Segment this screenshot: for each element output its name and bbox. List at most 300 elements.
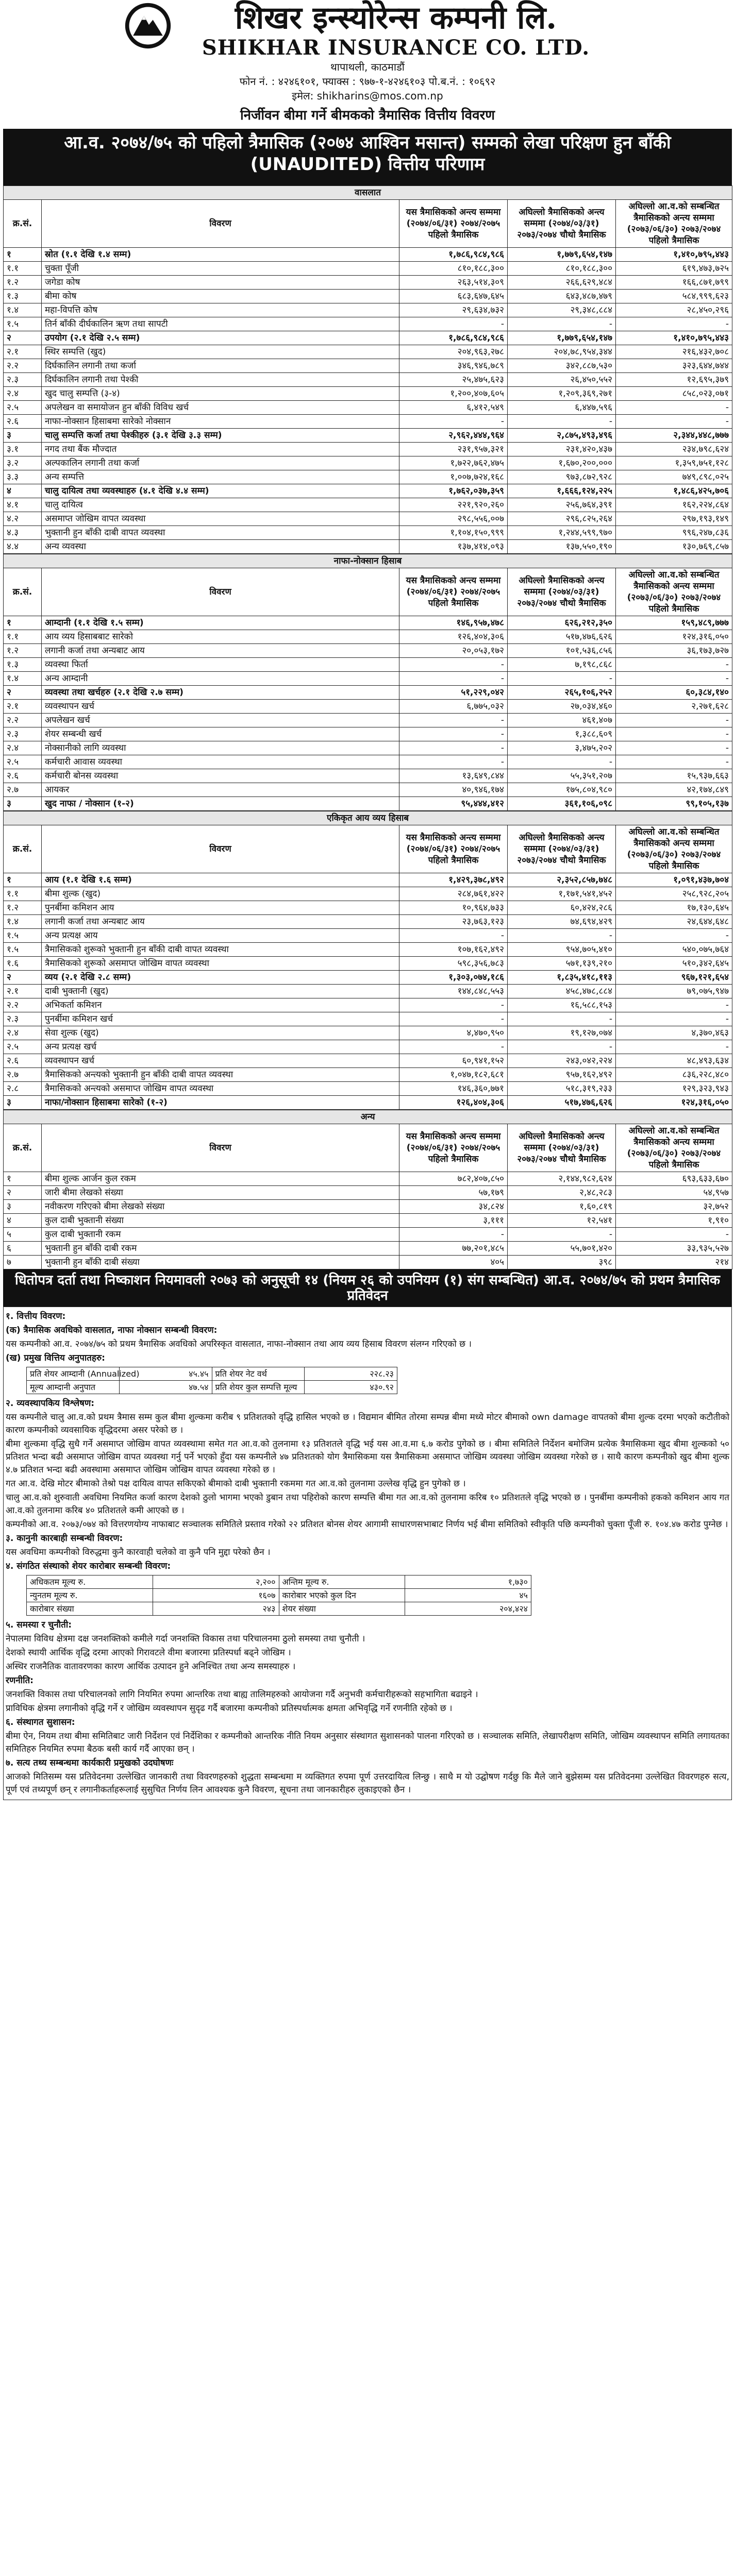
row-description: सेवा शुल्क (खुद) (42, 1026, 399, 1040)
value-previous-quarter: १,२०९,३६९,२७१ (508, 387, 616, 401)
value-previous-quarter: - (508, 415, 616, 429)
value-last-year-quarter: २,२७१,६२८ (616, 700, 732, 714)
value-cell: ४५ (405, 1589, 531, 1602)
table-row (4, 498, 732, 512)
row-description: खुद चालु सम्पत्ति (३-४) (42, 387, 399, 401)
table-row (4, 401, 732, 415)
row-number: १.४ (4, 303, 42, 317)
value-cell: २२८.२३ (305, 1367, 397, 1381)
column-header-previous-quarter: अघिल्लो त्रैमासिकको अन्त्य सम्ममा (२०७४/०३/३१) २०७३/२०७४ चौथो त्रैमासिक (508, 1124, 616, 1172)
value-previous-quarter: २,१४४,९८२,६२४ (508, 1172, 616, 1186)
table-row (4, 644, 732, 658)
row-description: चुक्ता पूँजी (42, 262, 399, 276)
row-number: २.७ (4, 1068, 42, 1082)
value-current-quarter: १,२००,४०७,६०५ (399, 387, 508, 401)
row-number: १.५ (4, 943, 42, 957)
value-previous-quarter: - (508, 672, 616, 686)
table-row (4, 1068, 732, 1082)
value-previous-quarter: १,६७०,२००,००० (508, 456, 616, 470)
value-current-quarter: १,०४७,१८२,६८१ (399, 1068, 508, 1082)
value-previous-quarter: ३४२,८८७,५३० (508, 359, 616, 373)
value-previous-quarter: २९६,८२५,२६४ (508, 512, 616, 526)
label-cell: कारोबार भएको कुल दिन (279, 1589, 405, 1602)
row-description: चालु सम्पत्ति कर्जा तथा पेश्कीहरु (३.१ देखि ३.३ सम्म) (42, 429, 399, 443)
value-previous-quarter: ९५७,१६२,४९२ (508, 1068, 616, 1082)
table-row (4, 616, 732, 630)
row-number: २.३ (4, 1012, 42, 1026)
value-current-quarter: ६८३,६४७,६४५ (399, 290, 508, 303)
table-row (4, 783, 732, 797)
value-last-year-quarter: ४,३७०,४६३ (616, 1026, 732, 1040)
label-cell: प्रति शेयर आम्दानी (Annualized) (27, 1367, 120, 1381)
value-current-quarter: - (399, 1040, 508, 1054)
value-previous-quarter: ६४३,४८७,४७९ (508, 290, 616, 303)
table-row (4, 672, 732, 686)
row-description: आय (१.१ देखि १.६ सम्म) (42, 873, 399, 887)
row-description: महा-विपत्ति कोष (42, 303, 399, 317)
value-last-year-quarter: २९७,१९३,१४९ (616, 512, 732, 526)
value-current-quarter: २२१,९२०,२६० (399, 498, 508, 512)
value-last-year-quarter: ३३,९३५,५२७ (616, 1242, 732, 1256)
row-number: २.१ (4, 345, 42, 359)
ceo-declaration-text: आजको मितिसम्म यस प्रतिवेदनमा उल्लेखित जानकारी तथा विवरणहरुको शुद्धता सम्बन्धमा म व्यक्तिगत रुपमा पूर्ण उत्तरदायित्व लिन्छु । साथै म यो उद्घोषण गर्दछु कि मैले जाने बुझेसम्म यस प्रतिवेदनमा उल्लेखित विवरणहरु सत्य, पूर्ण एवं तथ्यपूर्ण छन् र लगानीकर्ताहरूलाई सुसुचित निर्णय लिन आवश्यक कुनै विवरण, सूचना तथा जानकारीहरु लुकाइएको छैन । (6, 1772, 729, 1795)
value-previous-quarter: ९५४,७०५,४१० (508, 943, 616, 957)
table-row (4, 700, 732, 714)
row-number: २.५ (4, 401, 42, 415)
legal-action-text: यस अवधिमा कम्पनीको विरुद्धमा कुनै कारवाही चलेको वा कुनै पनि मुद्दा परेको छैन । (6, 1547, 271, 1557)
value-previous-quarter: १२,५४१ (508, 1214, 616, 1228)
value-last-year-quarter: ३२,७५२ (616, 1200, 732, 1214)
table-row (4, 943, 732, 957)
value-previous-quarter: ८१०,१८८,३०० (508, 262, 616, 276)
table-row (4, 686, 732, 700)
value-previous-quarter: १,६६६,१२४,२२५ (508, 484, 616, 498)
label-cell: न्युनतम मूल्य रु. (27, 1589, 153, 1602)
table-row (4, 1096, 732, 1110)
value-current-quarter: ८१०,१८८,३०० (399, 262, 508, 276)
value-previous-quarter: ६२६,२१२,३५० (508, 616, 616, 630)
value-current-quarter: ४,४७०,९५० (399, 1026, 508, 1040)
table-row (4, 540, 732, 554)
row-number: २.४ (4, 1026, 42, 1040)
row-number: १.५ (4, 929, 42, 943)
table-row (4, 429, 732, 443)
row-number: २.७ (4, 783, 42, 797)
strategy-text: जनशक्ति विकास तथा परिचालनको लागि नियमित रुपमा आन्तरिक तथा बाह्य तालिमहरुको आयोजना गर्दै अनुभवी कर्मचारीहरूको सहभागिता बढाइने । (6, 1689, 478, 1700)
value-last-year-quarter: १३०,७६९,८५७ (616, 540, 732, 554)
column-header-current-quarter: यस त्रैमासिकको अन्त्य सम्ममा (२०७४/०६/३१) २०७४/२०७५ पहिलो त्रैमासिक (399, 568, 508, 616)
value-current-quarter: १३७,४१४,०९३ (399, 540, 508, 554)
value-previous-quarter: ५५,३५१,२०७ (508, 769, 616, 783)
column-header-description: विवरण (42, 1124, 399, 1172)
value-last-year-quarter: २,३४४,४४८,७७७ (616, 429, 732, 443)
row-number: १.४ (4, 672, 42, 686)
value-cell: १,७३० (405, 1575, 531, 1589)
value-last-year-quarter: १,३५९,७५१,१२८ (616, 456, 732, 470)
row-description: नाफा-नोक्सान हिसाबमा सारेको नोक्सान (42, 415, 399, 429)
row-number: २.२ (4, 359, 42, 373)
row-number: ४.२ (4, 512, 42, 526)
row-description: तिर्न बाँकी दीर्घकालिन ऋण तथा सापटी (42, 317, 399, 331)
value-last-year-quarter: ५४०,०७५,७६४ (616, 943, 732, 957)
table-row (4, 1214, 732, 1228)
row-description: दिर्घकालिन लगानी तथा पेश्की (42, 373, 399, 387)
report-subtitle: निर्जीवन बीमा गर्ने बीमकको त्रैमासिक वित्तीय विवरण (240, 108, 495, 123)
row-number: ३ (4, 797, 42, 811)
value-current-quarter: - (399, 714, 508, 727)
value-previous-quarter: ३,४७५,२०२ (508, 741, 616, 755)
section-financial-statements-a: (क) त्रैमासिक अवधिको वासलात, नाफा नोक्सान सम्बन्धी विवरण: (6, 1325, 218, 1335)
value-last-year-quarter: १२९,३२३,९४३ (616, 1082, 732, 1096)
row-number: १.५ (4, 317, 42, 331)
row-description: जगेडा कोष (42, 276, 399, 290)
row-description: उपयोग (२.१ देखि २.५ सम्म) (42, 331, 399, 345)
row-number: १.१ (4, 887, 42, 901)
table-row (4, 345, 732, 359)
value-previous-quarter: ३९८ (508, 1256, 616, 1269)
section-legal-action: ३. कानुनी कारबाही सम्बन्धी विवरण: (6, 1533, 123, 1544)
row-number: ३.१ (4, 443, 42, 456)
value-last-year-quarter: - (616, 415, 732, 429)
value-current-quarter: - (399, 317, 508, 331)
row-number: ३ (4, 429, 42, 443)
row-number: २ (4, 686, 42, 700)
table-row (4, 317, 732, 331)
value-current-quarter: २५,४७५,६२३ (399, 373, 508, 387)
value-current-quarter: - (399, 1228, 508, 1242)
balance-sheet-table (3, 185, 732, 554)
row-description: त्रैमासिकको शुरूको असमाप्त जोखिम वापत व्यवस्था (42, 957, 399, 971)
row-description: दिर्घकालिन लगानी तथा कर्जा (42, 359, 399, 373)
value-last-year-quarter: - (616, 755, 732, 769)
table-row (4, 1040, 732, 1054)
table-row (4, 901, 732, 915)
value-last-year-quarter: १,४१०,७९५,४४३ (616, 331, 732, 345)
value-previous-quarter: १३७,५५०,१९० (508, 540, 616, 554)
row-number: २.१ (4, 700, 42, 714)
value-previous-quarter: २०४,७८,९५४,३४४ (508, 345, 616, 359)
financial-tables (3, 185, 732, 1269)
table-row (4, 971, 732, 985)
value-previous-quarter: ५१७,४७६,६२६ (508, 1096, 616, 1110)
value-current-quarter: - (399, 755, 508, 769)
row-number: २.२ (4, 714, 42, 727)
share-row (27, 1589, 531, 1602)
row-number: २ (4, 331, 42, 345)
table-row (4, 1200, 732, 1214)
value-previous-quarter: २,४८,२८३ (508, 1186, 616, 1200)
value-current-quarter: - (399, 741, 508, 755)
table-row (4, 443, 732, 456)
value-last-year-quarter: २३४,७९८,६२४ (616, 443, 732, 456)
table-row (4, 1228, 732, 1242)
row-description: अन्य प्रत्यक्ष खर्च (42, 1040, 399, 1054)
report-banner: आ.व. २०७४/७५ को पहिलो त्रैमासिक (२०७४ आश्विन मसान्त) सम्मको लेखा परिक्षण हुन बाँकी (UNAUDITED) वित्तीय परिणाम (3, 129, 732, 185)
value-last-year-quarter: - (616, 672, 732, 686)
row-description: त्रैमासिकको अन्त्यको असमाप्त जोखिम वापत व्यवस्था (42, 1082, 399, 1096)
value-last-year-quarter: ४२,१७४,८४९ (616, 783, 732, 797)
value-last-year-quarter: १५९,४८९,७७७ (616, 616, 732, 630)
value-previous-quarter: ६,४४७,५९६ (508, 401, 616, 415)
row-number: १ (4, 1172, 42, 1186)
value-last-year-quarter: १,४८६,४२५,७०६ (616, 484, 732, 498)
value-previous-quarter: २६,४५०,५५२ (508, 373, 616, 387)
row-description: अन्य प्रत्यक्ष आय (42, 929, 399, 943)
management-analysis-text: गत आ.व. देखि मोटर बीमाको तेश्रो पक्ष दायित्व वापत सकिएको बीमाको दाबी भुक्तानी रकममा गत आ.व.को तुलनामा उल्लेख वृद्धि हुन पुगेको छ । (6, 1479, 466, 1489)
column-header-last-year-quarter: अघिल्लो आ.व.को सम्बन्धित त्रैमासिकको अन्त्य सम्ममा (२०७३/०६/३०) २०७३/२०७४ पहिलो त्रैमासिक (616, 568, 732, 616)
value-previous-quarter: २४३,०४२,२२४ (508, 1054, 616, 1068)
table-row (4, 526, 732, 540)
value-previous-quarter: - (508, 317, 616, 331)
column-header-description: विवरण (42, 200, 399, 248)
row-description: पुनर्बीमा कमिशन खर्च (42, 1012, 399, 1026)
row-description: त्रैमासिकको अन्त्यको भुक्तानी हुन बाँकी दाबी वापत व्यवस्था (42, 1068, 399, 1082)
value-previous-quarter: ४५८,४७८,८८४ (508, 985, 616, 998)
row-number: १.२ (4, 901, 42, 915)
table-row (4, 985, 732, 998)
value-last-year-quarter: - (616, 658, 732, 672)
value-previous-quarter: २६६,६२९,४८४ (508, 276, 616, 290)
row-description: नाफा/नोक्सान हिसाबमा सारेको (१-२) (42, 1096, 399, 1110)
value-current-quarter: १४६,३६०,७७१ (399, 1082, 508, 1096)
table-row (4, 929, 732, 943)
row-description: त्रैमासिकको शुरूको भुक्तानी हुन बाँकी दाबी वापत व्यवस्था (42, 943, 399, 957)
table-row (4, 797, 732, 811)
label-cell: शेयर संख्या (279, 1602, 405, 1616)
disclosure-body (3, 1307, 732, 1800)
row-number: २.३ (4, 727, 42, 741)
value-previous-quarter: २९,३४८,८८४ (508, 303, 616, 317)
value-last-year-quarter: - (616, 929, 732, 943)
value-previous-quarter: ९७३,८७२,९२८ (508, 470, 616, 484)
value-last-year-quarter: १,०९१,४३७,७०४ (616, 873, 732, 887)
row-description: लगानी कर्जा तथा अन्यबाट आय (42, 644, 399, 658)
value-cell: २०४,४२४ (405, 1602, 531, 1616)
value-last-year-quarter: - (616, 1228, 732, 1242)
value-last-year-quarter: ९९६,२४७,८३६ (616, 526, 732, 540)
row-description: पुनर्बीमा कमिशन आय (42, 901, 399, 915)
value-current-quarter: १,७२२,७६२,४७५ (399, 456, 508, 470)
value-current-quarter: १०,९६४,७३३ (399, 901, 508, 915)
value-last-year-quarter: १७,१३०,६४५ (616, 901, 732, 915)
value-previous-quarter: १९,१२७,०७४ (508, 1026, 616, 1040)
value-last-year-quarter: ५४,९५७ (616, 1186, 732, 1200)
table-row (4, 658, 732, 672)
value-previous-quarter: ७४,६९४,४२९ (508, 915, 616, 929)
value-cell: २४३ (153, 1602, 279, 1616)
value-previous-quarter: १७५,८०४,९८० (508, 783, 616, 797)
value-last-year-quarter: ६९३,६३३,६७० (616, 1172, 732, 1186)
value-previous-quarter: - (508, 1012, 616, 1026)
management-analysis-text: कम्पनीको आ.व. २०७३/०७४ को वित्तरणयोग्य नाफाबाट सञ्चालक समितिले प्रस्ताव गरेको २२ प्रतिशत बोनस शेयर आगामी साधारणसभाबाट निर्णय भई बीमा समितिको स्वीकृति पछि कम्पनीको चुक्ता पूँजी रु. १०४.४७ करोड पुग्नेछ । (6, 1519, 728, 1530)
value-current-quarter: २३,७६३,१२३ (399, 915, 508, 929)
value-current-quarter: ६,७७५,०३२ (399, 700, 508, 714)
value-current-quarter: २९,६३४,७३२ (399, 303, 508, 317)
value-previous-quarter: ३६१,१०६,०९८ (508, 797, 616, 811)
table-row (4, 1186, 732, 1200)
problems-text: अस्थिर राजनैतिक वातावरणका कारण आर्थिक उत्पादन हुने अनिश्चित तथा अन्य समस्याहरु । (6, 1662, 296, 1672)
row-number: २.६ (4, 769, 42, 783)
value-previous-quarter: - (508, 1228, 616, 1242)
value-last-year-quarter: ९९,१०५,१३७ (616, 797, 732, 811)
value-last-year-quarter: ९६७,१२१,६५४ (616, 971, 732, 985)
value-previous-quarter: ४६१,४०७ (508, 714, 616, 727)
row-description: अन्य व्यवस्था (42, 540, 399, 554)
row-number: १ (4, 873, 42, 887)
column-header-previous-quarter: अघिल्लो त्रैमासिकको अन्त्य सम्ममा (२०७४/०३/३१) २०७३/२०७४ चौथो त्रैमासिक (508, 200, 616, 248)
strategy-heading: रणनीति: (6, 1675, 34, 1686)
table-row (4, 727, 732, 741)
row-description: शेयर सम्बन्धी खर्च (42, 727, 399, 741)
value-current-quarter: २०,०५३,१७२ (399, 644, 508, 658)
row-number: २ (4, 971, 42, 985)
management-analysis-text: चालु आ.व.को शुरुवाती अवधिमा नियमित कर्जा कारण देशको ठुलो भागमा भएको डुबान तथा पहिरोको कारण सम्पत्ति बीमा गत आ.व.को तुलनामा करिब १० प्रतिशतले वृद्धि भएको छ । पुनर्बीमा कम्पनीको हकको कमिशन आय गत आ.व.को तुलनामा करिब ४० प्रतिशतले कमी आएको छ । (6, 1493, 729, 1516)
value-last-year-quarter: १२४,३१६,०५० (616, 1096, 732, 1110)
column-header-sn: क्र.सं. (4, 200, 42, 248)
value-current-quarter: - (399, 672, 508, 686)
value-current-quarter: २३१,९५७,३२१ (399, 443, 508, 456)
value-last-year-quarter: २५८,९२८,२०५ (616, 887, 732, 901)
row-description: भुक्तानी हुन बाँकी दाबी संख्या (42, 1256, 399, 1269)
row-description: आय व्यय हिसाबबाट सारेको (42, 630, 399, 644)
table-row (4, 1082, 732, 1096)
value-last-year-quarter: १५,९३७,६६३ (616, 769, 732, 783)
section-financial-statements: १. वित्तीय विवरण: (6, 1311, 66, 1321)
row-description: कर्मचारी बोनस व्यवस्था (42, 769, 399, 783)
value-last-year-quarter: ५८४,९९९,६२३ (616, 290, 732, 303)
row-number: ३ (4, 1200, 42, 1214)
row-description: व्यवस्था तथा खर्चहरु (२.१ देखि २.७ सम्म) (42, 686, 399, 700)
management-analysis-text: यस कम्पनीले चालु आ.व.को प्रथम त्रैमास सम्म कुल बीमा शुल्कमा करीब ९ प्रतिशतको वृद्धि हासिल भएको छ । विद्यमान बीमित तोरमा सम्पन्न बीमा मध्ये मोटर बीमाको own damage वापतको बीमा शुल्क दरमा भएको कटौतीको कारण कम्पनीको व्यवसायिक वृद्धिदरमा असर परेको छ । (6, 1412, 729, 1435)
section-problems-challenges: ५. समस्या र चुनौती: (6, 1620, 72, 1630)
value-current-quarter: १,३०३,०७४,१८६ (399, 971, 508, 985)
value-last-year-quarter: १२४,३१६,०५० (616, 630, 732, 644)
value-previous-quarter: १,८३५,४१८,११३ (508, 971, 616, 985)
table-row (4, 769, 732, 783)
value-current-quarter: २०४,९६३,२७८ (399, 345, 508, 359)
section-key-ratios: (ख) प्रमुख वित्तिय अनुपातहरु: (6, 1353, 105, 1363)
table-row (4, 303, 732, 317)
value-previous-quarter: २,३५२,८५७,७४८ (508, 873, 616, 887)
value-current-quarter: २६३,५१४,३०९ (399, 276, 508, 290)
value-previous-quarter: - (508, 755, 616, 769)
row-description: व्यय (२.१ देखि २.८ सम्म) (42, 971, 399, 985)
section-financial-statements-a-text: यस कम्पनीको आ.व. २०७४/७५ को प्रथम त्रैमासिक अवधिको अपरिस्कृत वासलात, नाफा-नोक्सान तथा आय व्यय हिसाब विवरण संलग्न गरिएको छ । (6, 1339, 472, 1349)
row-description: आम्दानी (१.१ देखि १.५ सम्म) (42, 616, 399, 630)
row-description: आयकर (42, 783, 399, 797)
income-expense-account-title: एकिकृत आय व्यय हिसाब (4, 811, 732, 825)
governance-text: बीमा ऐन, नियम तथा बीमा समितिबाट जारी निर्देशन एवं निर्देशिका र कम्पनीको आन्तरिक नीति नियम अनुसार संस्थागत सुशासनको पालना गरिएको छ । सञ्चालक समिति, लेखापरीक्षण समिति, जोखिम व्यवस्थापन समिति लगायतका समितिहरु नियमित रुपमा बैठक बसी कार्य गर्दै आएका छन् । (6, 1731, 729, 1754)
row-number: १.२ (4, 276, 42, 290)
label-cell: मूल्य आम्दानी अनुपात (27, 1381, 120, 1394)
section-management-analysis: २. व्यवस्थापकिय विश्लेषण: (6, 1398, 95, 1409)
column-header-current-quarter: यस त्रैमासिकको अन्त्य सम्ममा (२०७४/०६/३१) २०७४/२०७५ पहिलो त्रैमासिक (399, 1124, 508, 1172)
problems-text: नेपालमा विविध क्षेत्रमा दक्ष जनशक्तिको कमीले गर्दा जनशक्ति विकास तथा परिचालनमा ठुलो समस्या तथा चुनौती । (6, 1634, 365, 1644)
table-row (4, 276, 732, 290)
table-row (4, 873, 732, 887)
row-number: २.४ (4, 741, 42, 755)
share-row (27, 1602, 531, 1616)
row-number: १.४ (4, 915, 42, 929)
row-description: अल्पकालिन लगानी तथा कर्जा (42, 456, 399, 470)
row-number: ६ (4, 1242, 42, 1256)
value-previous-quarter: १,७७९,६५४,१४७ (508, 331, 616, 345)
table-row (4, 484, 732, 498)
value-current-quarter: - (399, 727, 508, 741)
row-number: ३.३ (4, 470, 42, 484)
disclosure-title: धितोपत्र दर्ता तथा निष्काशन नियमावली २०७३ को अनुसूची १४ (नियम २६ को उपनियम (१) संग सम्बन्धित) आ.व. २०७४/७५ को प्रथम त्रैमासिक प्रतिवेदन (3, 1269, 732, 1307)
row-number: ३.२ (4, 456, 42, 470)
table-row (4, 248, 732, 262)
section-governance: ६. संस्थागत सुशासन: (6, 1717, 75, 1727)
value-last-year-quarter: ४८,४९३,६३४ (616, 1054, 732, 1068)
value-last-year-quarter: २८,४५०,२९६ (616, 303, 732, 317)
row-number: २.५ (4, 755, 42, 769)
table-row (4, 512, 732, 526)
row-description: अपलेखन खर्च (42, 714, 399, 727)
row-number: ४.४ (4, 540, 42, 554)
row-description: बीमा शुल्क आर्जन कुल रकम (42, 1172, 399, 1186)
value-last-year-quarter: १६६,८७१,७९९ (616, 276, 732, 290)
table-row (4, 1026, 732, 1040)
column-header-sn: क्र.सं. (4, 1124, 42, 1172)
value-last-year-quarter: १,९१० (616, 1214, 732, 1228)
value-current-quarter: १,००७,७२४,१६८ (399, 470, 508, 484)
share-trading-table (26, 1575, 531, 1616)
value-last-year-quarter: - (616, 741, 732, 755)
value-last-year-quarter: १६२,२२४,८६४ (616, 498, 732, 512)
row-number: १.१ (4, 630, 42, 644)
row-number: १ (4, 616, 42, 630)
company-name-english: SHIKHAR INSURANCE CO. LTD. (202, 36, 590, 60)
key-ratios-table (26, 1367, 397, 1394)
row-description: व्यवस्थापन खर्च (42, 700, 399, 714)
value-previous-quarter: ५७१,१३९,२१० (508, 957, 616, 971)
row-description: व्यवस्थापन खर्च (42, 1054, 399, 1068)
value-last-year-quarter: ८३६,२२८,४८० (616, 1068, 732, 1082)
value-previous-quarter: २५६,७६४,३९१ (508, 498, 616, 512)
row-description: लगानी कर्जा तथा अन्यबाट आय (42, 915, 399, 929)
label-cell: अन्तिम मूल्य रु. (279, 1575, 405, 1589)
row-description: बीमा शुल्क (खुद) (42, 887, 399, 901)
row-description: अपलेखन वा समायोजन हुन बाँकी विविध खर्च (42, 401, 399, 415)
table-row (4, 456, 732, 470)
value-previous-quarter: २,८७५,४९३,४९६ (508, 429, 616, 443)
value-current-quarter: ३४,८२४ (399, 1200, 508, 1214)
label-cell: प्रति शेयर कुल सम्पत्ति मूल्य (212, 1381, 305, 1394)
table-row (4, 290, 732, 303)
value-current-quarter: ७७,२०१,४८५ (399, 1242, 508, 1256)
column-header-last-year-quarter: अघिल्लो आ.व.को सम्बन्धित त्रैमासिकको अन्त्य सम्ममा (२०७३/०६/३०) २०७३/२०७४ पहिलो त्रैमासिक (616, 825, 732, 873)
value-previous-quarter: - (508, 1040, 616, 1054)
row-number: ४.३ (4, 526, 42, 540)
value-previous-quarter: १६,५८८,१५३ (508, 998, 616, 1012)
row-description: भुक्तानी हुन बाँकी दाबी रकम (42, 1242, 399, 1256)
value-current-quarter: - (399, 929, 508, 943)
row-number: २.२ (4, 998, 42, 1012)
company-email: इमेल: shikharins@mos.com.np (292, 90, 443, 102)
row-number: २.५ (4, 1040, 42, 1054)
column-header-previous-quarter: अघिल्लो त्रैमासिकको अन्त्य सम्ममा (२०७४/०३/३१) २०७३/२०७४ चौथो त्रैमासिक (508, 825, 616, 873)
value-previous-quarter: १,७७९,६५४,१४७ (508, 248, 616, 262)
value-current-quarter: ९५,४४४,४१२ (399, 797, 508, 811)
table-row (4, 630, 732, 644)
value-last-year-quarter: ५१०,३४२,६४५ (616, 957, 732, 971)
value-last-year-quarter: - (616, 1012, 732, 1026)
value-current-quarter: १,७६२,०३७,३५९ (399, 484, 508, 498)
column-header-last-year-quarter: अघिल्लो आ.व.को सम्बन्धित त्रैमासिकको अन्त्य सम्ममा (२०७३/०६/३०) २०७३/२०७४ पहिलो त्रैमासिक (616, 1124, 732, 1172)
row-description: स्थिर सम्पत्ति (खुद) (42, 345, 399, 359)
